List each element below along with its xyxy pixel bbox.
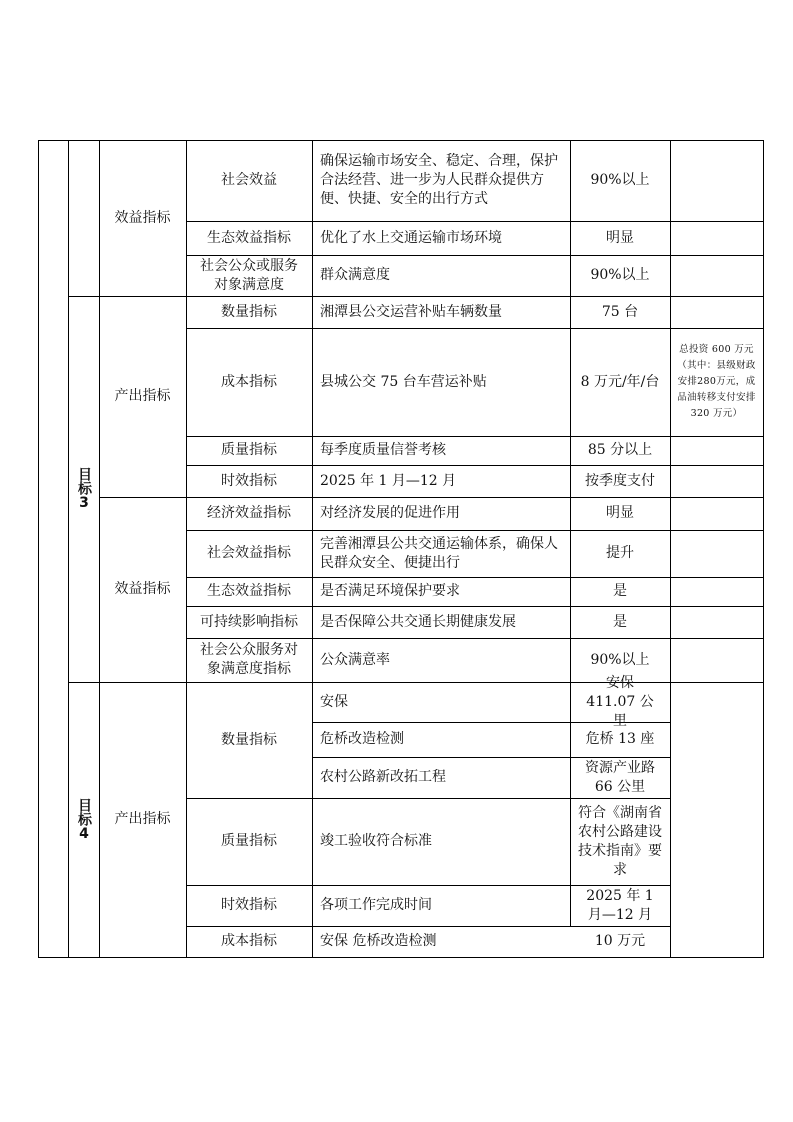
indicator-value: 8 万元/年/台 <box>580 373 660 390</box>
indicator-value: 安保 411.07 公里 <box>586 674 654 729</box>
indicator-value: 90%以上 <box>590 172 650 188</box>
indicator-name: 社会公众或服务对象满意度 <box>200 257 298 293</box>
indicator-name: 质量指标 <box>221 833 277 849</box>
indicator-name: 社会效益 <box>221 172 277 188</box>
indicator-name: 数量指标 <box>221 303 277 320</box>
indicator-name: 社会效益指标 <box>207 545 291 561</box>
grid-line <box>38 140 39 958</box>
indicator-content: 危桥改造检测 <box>320 731 404 747</box>
indicator-content: 湘潭县公交运营补贴车辆数量 <box>320 303 502 320</box>
indicator-content: 安保 <box>320 693 348 710</box>
indicator-value: 明显 <box>606 229 634 246</box>
indicator-content: 完善湘潭县公共交通运输体系，确保人民群众安全、便捷出行 <box>320 535 558 571</box>
indicator-name: 数量指标 <box>221 731 277 748</box>
indicator-content: 农村公路新改拓工程 <box>320 769 446 785</box>
indicator-content: 各项工作完成时间 <box>320 897 432 913</box>
indicator-name: 成本指标 <box>221 373 277 390</box>
indicator-content: 县城公交 75 台车营运补贴 <box>320 373 487 390</box>
indicator-value: 2025 年 1 月—12 月 <box>586 887 654 923</box>
goal-label: 目标4 <box>76 797 92 842</box>
indicator-content: 竣工验收符合标准 <box>320 833 432 849</box>
indicator-value: 85 分以上 <box>587 442 653 458</box>
indicator-name: 质量指标 <box>221 442 277 458</box>
indicator-name: 社会公众服务对象满意度指标 <box>200 642 298 677</box>
indicator-content: 确保运输市场安全、稳定、合理，保护合法经营、进一步为人民群众提供方便、快捷、安全的出行方式 <box>320 153 558 207</box>
indicator-name: 时效指标 <box>221 472 277 489</box>
indicator-content: 是否保障公共交通长期健康发展 <box>320 613 516 630</box>
indicator-value: 90%以上 <box>590 267 650 283</box>
indicator-value: 符合《湖南省农村公路建设技术指南》要求 <box>578 804 662 878</box>
grid-line <box>670 140 671 297</box>
grid-line <box>38 957 764 958</box>
indicator-content: 是否满足环境保护要求 <box>320 583 460 599</box>
indicator-value: 10 万元 <box>594 933 646 949</box>
indicator-content: 优化了水上交通运输市场环境 <box>320 229 502 246</box>
indicator-value: 危桥 13 座 <box>585 731 655 747</box>
category-label: 效益指标 <box>114 209 171 226</box>
grid-line <box>763 140 764 958</box>
indicator-content: 安保 危桥改造检测 <box>320 933 437 949</box>
indicator-value: 是 <box>613 583 627 599</box>
indicator-content: 公众满意率 <box>320 651 390 668</box>
indicator-value: 明显 <box>606 505 634 521</box>
category-label: 产出指标 <box>114 388 171 404</box>
indicator-value: 按季度支付 <box>585 472 655 489</box>
indicator-name: 生态效益指标 <box>207 229 291 246</box>
goal-label: 目标3 <box>76 467 92 511</box>
indicator-value: 是 <box>613 613 627 630</box>
category-label: 产出指标 <box>114 811 171 827</box>
indicator-value: 资源产业路 66 公里 <box>585 759 655 795</box>
indicator-content: 对经济发展的促进作用 <box>320 505 460 521</box>
indicator-content: 每季度质量信誉考核 <box>320 442 446 458</box>
indicator-name: 可持续影响指标 <box>200 613 298 630</box>
indicator-value: 提升 <box>606 545 634 561</box>
indicator-content: 2025 年 1 月—12 月 <box>320 472 457 489</box>
indicator-name: 时效指标 <box>221 897 277 913</box>
indicator-content: 群众满意度 <box>320 267 390 283</box>
indicator-value: 90%以上 <box>590 651 650 668</box>
remark-note: 总投资 600 万元（其中：县级财政安排280万元，成品油转移支付安排 320 万元） <box>677 344 756 419</box>
indicator-name: 经济效益指标 <box>207 505 291 521</box>
indicator-value: 75 台 <box>601 303 639 320</box>
grid-line <box>670 682 671 958</box>
indicator-name: 成本指标 <box>221 933 277 949</box>
indicator-name: 生态效益指标 <box>207 583 291 599</box>
category-label: 效益指标 <box>114 581 171 597</box>
